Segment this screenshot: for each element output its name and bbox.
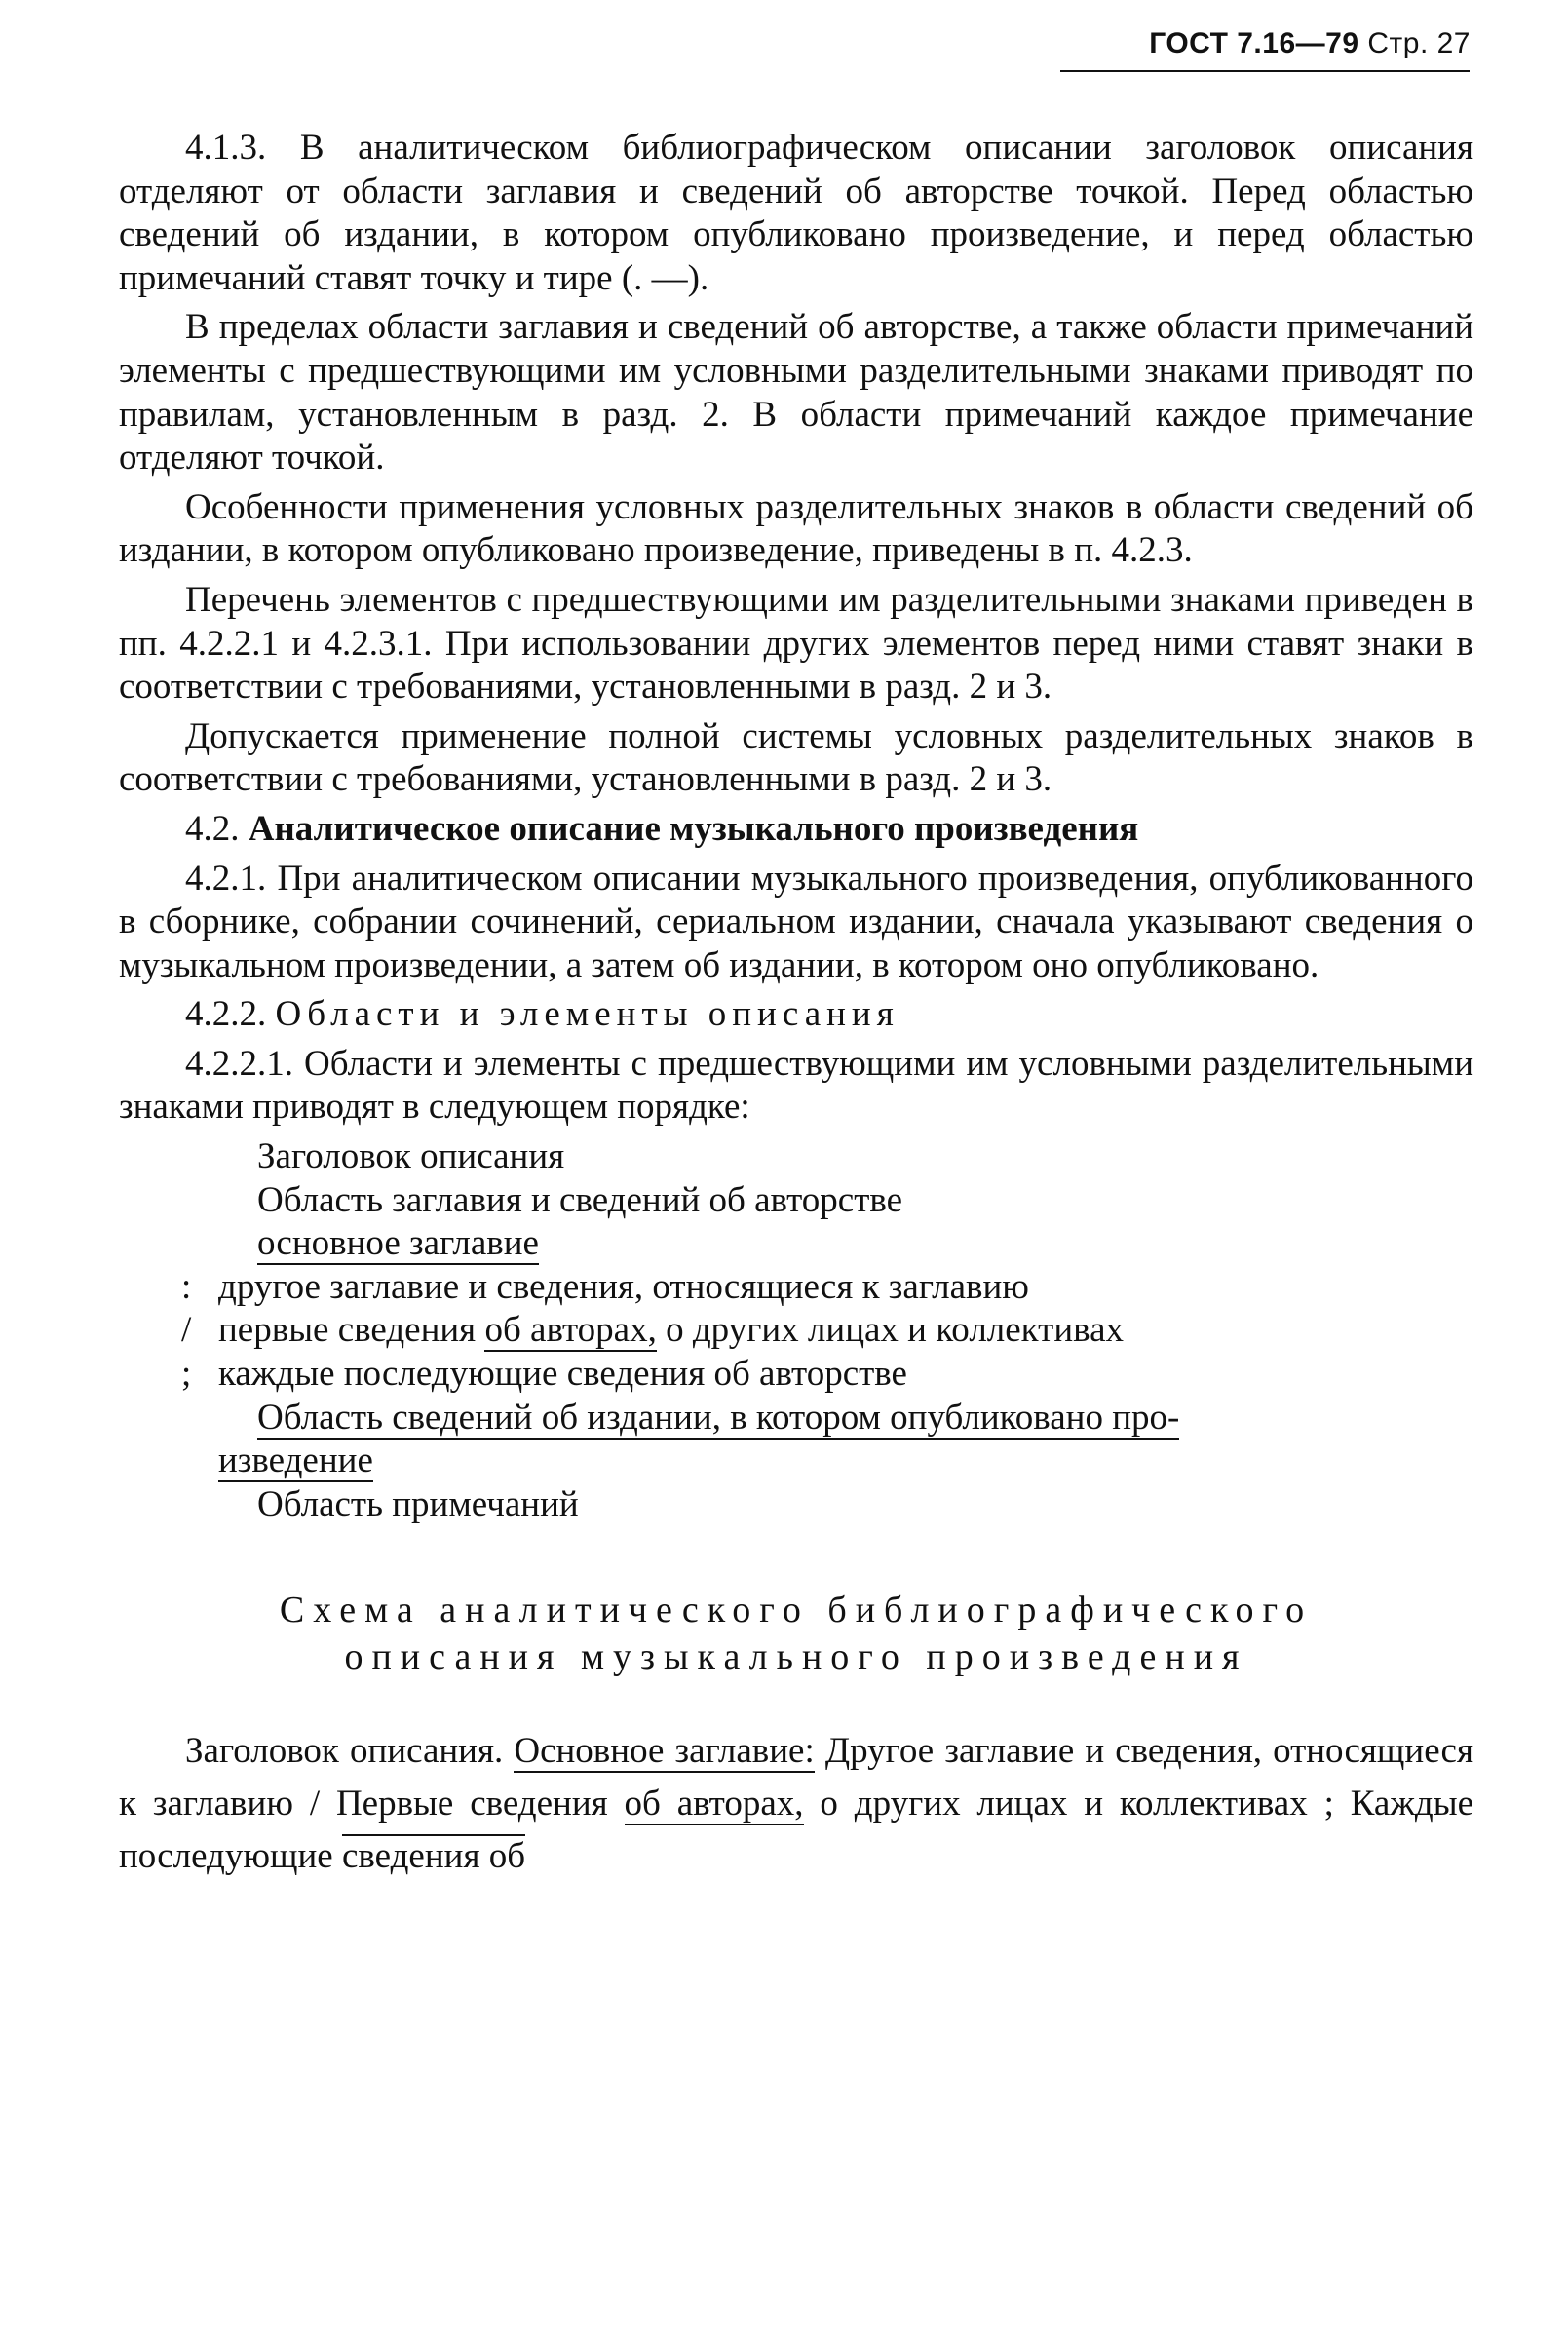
subsection-number: 4.2.2. [185, 994, 267, 1035]
header-rule [1060, 70, 1470, 72]
list-item [119, 1440, 1473, 1483]
paragraph-full-system: Допускается применение полной системы условных разделительных знаков в соответствии с требованиями, установленными в разд. 2 и 3. [119, 715, 1473, 800]
list-item-text: Заголовок описания [257, 1136, 565, 1177]
page-number: Стр. 27 [1367, 27, 1471, 59]
schema-text-underlined: об авторах, [624, 1784, 804, 1824]
list-item [119, 1353, 1473, 1397]
section-title: Аналитическое описание музыкального произведения [248, 808, 1139, 849]
page-header [1149, 27, 1471, 60]
paragraph-title-area: В пределах области заглавия и сведений об авторстве, а также области примечаний элементы с предшествующими им условными разделительными знаками приводят по правилам, установленным в разд. 2. В области примечаний каждое примечание отделяют точкой. [119, 307, 1473, 479]
paragraph-4-2-1: 4.2.1. При аналитическом описании музыкального произведения, опубликованного в сборнике, собрании сочинений, сериальном издании, сначала указывают сведения о музыкальном произведении, а затем об издании, в котором оно опубликовано. [119, 858, 1473, 985]
paragraph-edition-area: Особенности применения условных разделительных знаков в области сведений об издании, в котором опубликовано произведение, приведены в п. 4.2.3. [119, 486, 1473, 571]
schema-title-line: описания музыкального произведения [344, 1636, 1248, 1678]
separator-mark: ; [181, 1354, 192, 1395]
list-item-text: о других лицах и коллективах [656, 1310, 1125, 1351]
list-item [119, 1179, 1473, 1223]
schema-title-line: Схема аналитического библиографического [279, 1590, 1314, 1632]
section-number: 4.2. [185, 808, 240, 849]
schema-text-underlined: Основное заглавие: [514, 1731, 815, 1772]
list-item [119, 1266, 1473, 1310]
subsection-heading-4-2-2 [119, 993, 1473, 1037]
list-item [119, 1309, 1473, 1353]
elements-list [119, 1135, 1473, 1526]
schema-text: Заголовок описания. [185, 1731, 515, 1772]
list-item [119, 1135, 1473, 1179]
list-item [119, 1483, 1473, 1527]
list-item-text-underlined: об авторах, [484, 1310, 657, 1351]
list-item-text: первые сведения [218, 1310, 485, 1351]
page-body [119, 127, 1473, 1883]
schema-title [119, 1587, 1473, 1680]
paragraph-4-2-2-1: 4.2.2.1. Области и элементы с предшествующими им условными разделительными знаками приводят в следующем порядке: [119, 1043, 1473, 1128]
schema-text-overlined: сведения об [341, 1836, 526, 1877]
section-heading-4-2 [119, 808, 1473, 852]
list-item-text: другое заглавие и сведения, относящиеся к заглавию [218, 1266, 1029, 1307]
list-item [119, 1397, 1473, 1440]
list-item [119, 1222, 1473, 1266]
list-item-text: Область заглавия и сведений об авторстве [257, 1179, 903, 1220]
schema-text: о других лицах и коллективах ; Каждые последующие [119, 1784, 1474, 1877]
schema-paragraph [119, 1725, 1473, 1883]
list-item-text: каждые последующие сведения об авторстве [218, 1354, 907, 1395]
paragraph-4-1-3: 4.1.3. В аналитическом библиографическом описании заголовок описания отделяют от области заглавия и сведений об авторстве точкой. Перед областью сведений об издании, в котором опубликовано произведение, и перед областью примечаний ставят точку и тире (. —). [119, 128, 1473, 298]
schema-text: Другое заглавие и сведения, относящиеся к заглавию / Первые сведения [119, 1731, 1473, 1824]
paragraph-elements-list: Перечень элементов с предшествующими им разделительными знаками приведен в пп. 4.2.2.1 и 4.2.3.1. При использовании других элементов перед ними ставят знаки в соответствии с требованиями, установленными в разд. 2 и 3. [119, 579, 1473, 708]
standard-code: ГОСТ 7.16—79 [1149, 27, 1359, 59]
separator-mark: / [181, 1310, 192, 1351]
separator-mark: : [181, 1266, 192, 1307]
list-item-text: Область сведений об издании, в котором опубликовано про- [257, 1397, 1180, 1438]
list-item-text: изведение [218, 1440, 373, 1481]
list-item-text: основное заглавие [257, 1223, 539, 1264]
list-item-text: Область примечаний [257, 1483, 579, 1524]
subsection-title: Области и элементы описания [275, 994, 899, 1035]
